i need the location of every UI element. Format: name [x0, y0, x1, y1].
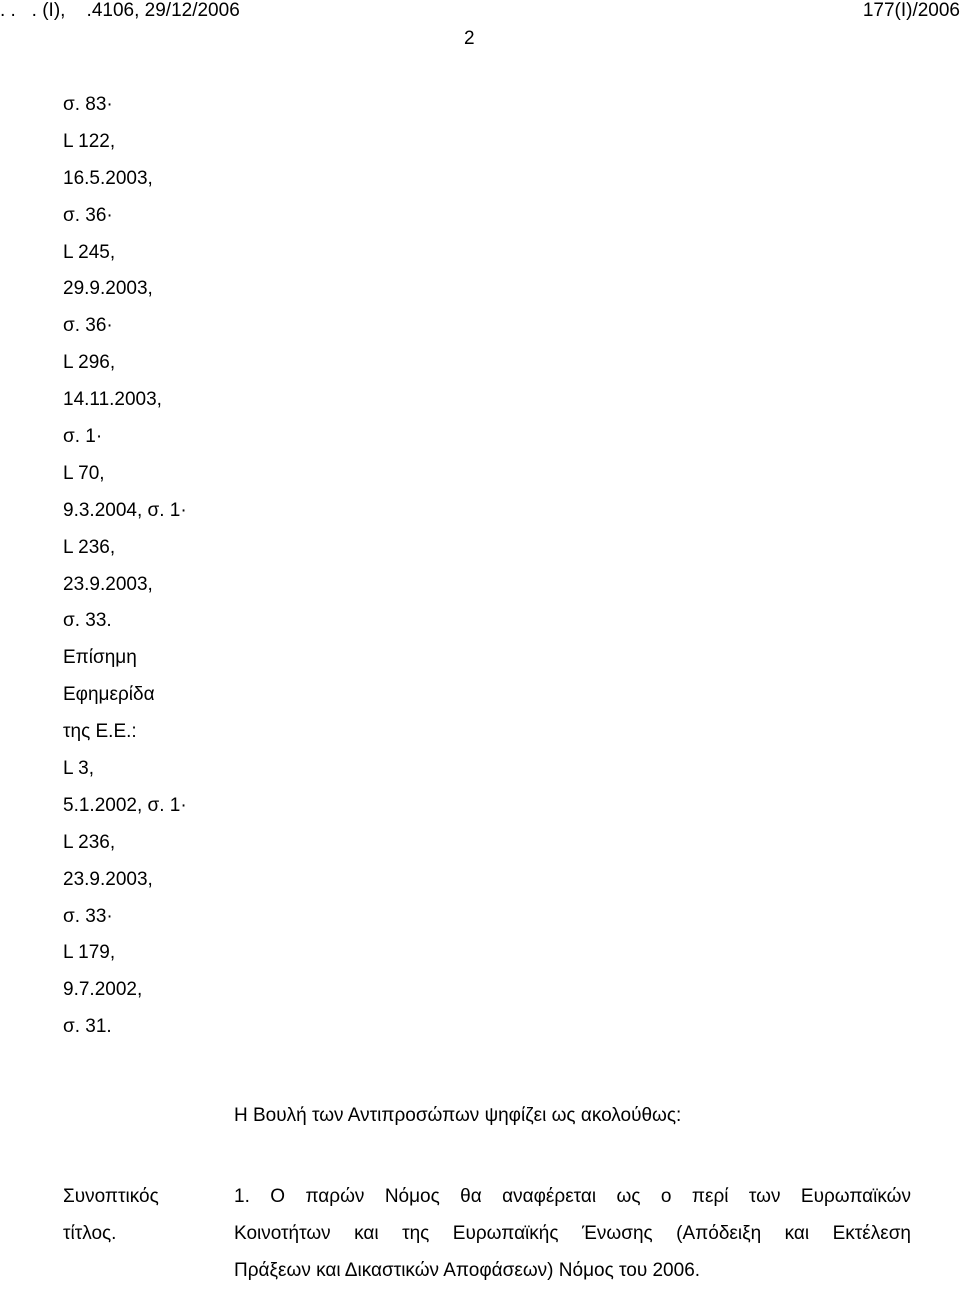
header-law-number: 177(Ι)/2006 — [862, 0, 960, 21]
reference-line: σ. 33. — [63, 610, 112, 632]
section-1-line: Κοινοτήτων και της Ευρωπαϊκής Ένωσης (Απόδειξη και Εκτέλεση — [234, 1223, 911, 1244]
reference-line: 23.9.2003, — [63, 868, 153, 890]
reference-line: σ. 1· — [63, 426, 103, 448]
reference-line: σ. 31. — [63, 1016, 112, 1038]
reference-line: L 296, — [63, 352, 116, 374]
margin-note-line: τίτλος. — [63, 1223, 117, 1244]
reference-line: L 236, — [63, 831, 116, 853]
reference-line: σ. 36· — [63, 204, 113, 226]
reference-line: 5.1.2002, σ. 1· — [63, 794, 187, 816]
margin-note-short-title — [63, 1178, 213, 1252]
reference-list — [63, 92, 187, 1051]
header-gazette-reference: . . . (Ι), .4106, 29/12/2006 — [0, 0, 240, 21]
section-1-line: 1. Ο παρών Νόμος θα αναφέρεται ως ο περί των Ευρωπαϊκών — [234, 1186, 911, 1207]
page-number: 2 — [464, 28, 475, 49]
section-1-line: Πράξεων και Δικαστικών Αποφάσεων) Νόμος του 2006. — [234, 1260, 701, 1281]
reference-line: σ. 33· — [63, 905, 113, 927]
margin-note-line: Συνοπτικός — [63, 1186, 159, 1207]
reference-line: Επίσημη — [63, 647, 137, 669]
reference-line: Εφημερίδα — [63, 684, 155, 706]
section-1-text — [234, 1178, 911, 1289]
reference-line: 23.9.2003, — [63, 573, 153, 595]
reference-line: 9.3.2004, σ. 1· — [63, 499, 187, 521]
reference-line: της Ε.Ε.: — [63, 721, 137, 743]
reference-line: L 122, — [63, 130, 116, 152]
reference-line: 14.11.2003, — [63, 389, 162, 411]
reference-line: 16.5.2003, — [63, 167, 153, 189]
reference-line: L 3, — [63, 758, 94, 780]
reference-line: 29.9.2003, — [63, 278, 153, 300]
enactment-formula: Η Βουλή των Αντιπροσώπων ψηφίζει ως ακολούθως: — [234, 1105, 682, 1126]
reference-line: L 245, — [63, 241, 116, 263]
reference-line: 9.7.2002, — [63, 979, 143, 1001]
reference-line: σ. 83· — [63, 94, 113, 115]
reference-line: σ. 36· — [63, 315, 113, 337]
reference-line: L 179, — [63, 942, 116, 964]
reference-line: L 236, — [63, 536, 116, 558]
reference-line: L 70, — [63, 462, 105, 484]
